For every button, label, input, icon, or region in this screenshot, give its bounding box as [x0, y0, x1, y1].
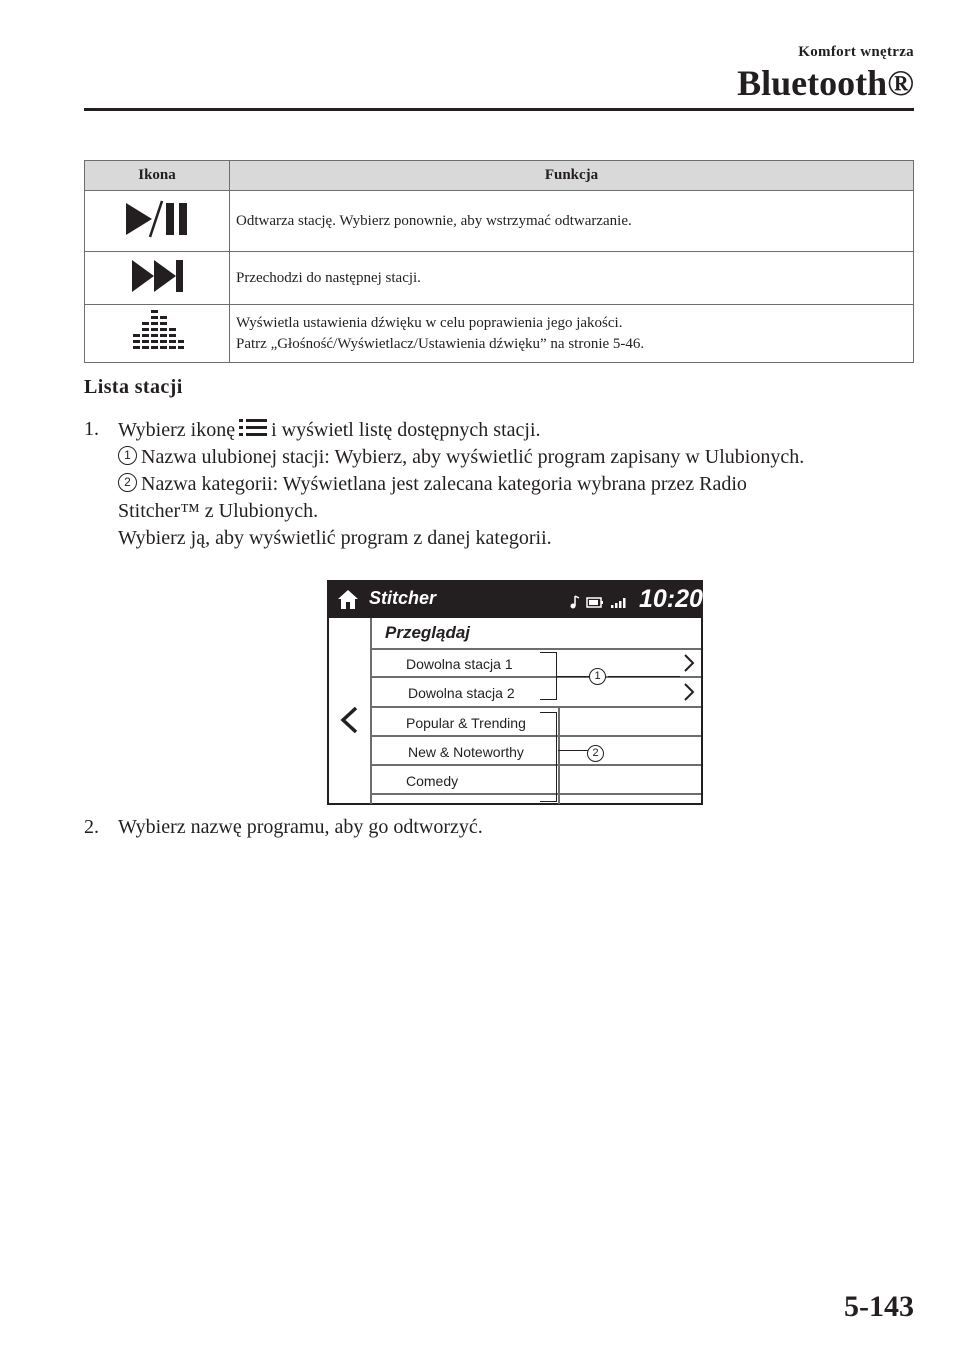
- section-heading: Lista stacji: [84, 376, 183, 398]
- function-text: Odtwarza stację. Wybierz ponownie, aby wstrzymać odtwarzanie.: [236, 212, 632, 229]
- callout-2-description: [118, 473, 747, 496]
- section-label: Komfort wnętrza: [798, 44, 914, 60]
- divider: [370, 706, 701, 708]
- step-1-text-after: i wyświetl listę dostępnych stacji.: [271, 419, 541, 441]
- table-icon-cell: [85, 305, 230, 363]
- callout-2-bracket: [540, 712, 557, 802]
- chevron-right-icon[interactable]: [682, 653, 696, 673]
- icon-function-table: [84, 160, 914, 363]
- page-number: 5-143: [844, 1290, 914, 1323]
- table-row: [85, 191, 914, 252]
- divider: [370, 735, 701, 737]
- list-item[interactable]: Comedy: [406, 773, 459, 789]
- callout-2-text-cont: Stitcher™ z Ulubionych.: [118, 500, 319, 522]
- clock: 10:20: [639, 585, 703, 613]
- callout-1-leader: [608, 676, 680, 677]
- table-icon-cell: [85, 191, 230, 252]
- app-title: Stitcher: [369, 588, 437, 608]
- callout-1-description: [118, 446, 804, 469]
- list-item[interactable]: Popular & Trending: [406, 715, 526, 731]
- list-icon: [239, 418, 267, 444]
- step-1-number: 1.: [84, 418, 99, 440]
- table-function-cell: [230, 191, 914, 252]
- function-text: Wyświetla ustawienia dźwięku w celu poprawienia jego jakości.: [236, 314, 623, 331]
- table-icon-cell: [85, 252, 230, 305]
- status-icons: [569, 594, 631, 610]
- column-divider: [558, 706, 560, 804]
- list-item[interactable]: Dowolna stacja 1: [406, 656, 513, 672]
- table-function-cell: [230, 252, 914, 305]
- step-2-text: Wybierz nazwę programu, aby go odtworzyć.: [118, 816, 483, 838]
- equalizer-icon: [129, 308, 185, 354]
- back-arrow-icon[interactable]: [339, 705, 359, 735]
- home-icon: [337, 589, 359, 611]
- callout-2-text: Nazwa kategorii: Wyświetlana jest zalecana kategoria wybrana przez Radio: [141, 473, 747, 495]
- browse-title: Przeglądaj: [385, 623, 471, 642]
- table-row: [85, 252, 914, 305]
- chapter-title: Bluetooth®: [737, 63, 914, 103]
- stitcher-screen-illustration: [327, 580, 703, 805]
- callout-2-marker: 2: [587, 745, 604, 762]
- step-1-note: Wybierz ją, aby wyświetlić program z danej kategorii.: [118, 527, 552, 549]
- table-row: [85, 305, 914, 363]
- list-item[interactable]: New & Noteworthy: [408, 744, 524, 760]
- step-1-text-before: Wybierz ikonę: [118, 419, 236, 441]
- table-function-cell: [230, 305, 914, 363]
- list-item[interactable]: Dowolna stacja 2: [408, 685, 515, 701]
- step-1-text: [118, 418, 541, 444]
- play-pause-icon: [122, 199, 192, 239]
- chevron-right-icon[interactable]: [682, 682, 696, 702]
- callout-1-leader: [557, 676, 591, 677]
- skip-next-icon: [128, 256, 186, 296]
- table-header-function: Funkcja: [230, 161, 914, 191]
- header-rule: [84, 108, 914, 111]
- callout-1-text: Nazwa ulubionej stacji: Wybierz, aby wyświetlić program zapisany w Ulubionych.: [141, 446, 805, 468]
- divider: [370, 764, 701, 766]
- callout-1-marker: 1: [118, 446, 137, 465]
- divider: [370, 648, 701, 650]
- table-header-icon: Ikona: [85, 161, 230, 191]
- callout-2-marker: 2: [118, 473, 137, 492]
- function-text: Przechodzi do następnej stacji.: [236, 269, 421, 286]
- step-2-number: 2.: [84, 816, 99, 838]
- callout-1-bracket: [540, 652, 557, 700]
- callout-1-marker: 1: [589, 668, 606, 685]
- callout-2-leader: [558, 750, 588, 751]
- divider: [370, 793, 701, 795]
- function-text: Patrz „Głośność/Wyświetlacz/Ustawienia dźwięku” na stronie 5-46.: [236, 335, 645, 352]
- table-header-row: [85, 161, 914, 191]
